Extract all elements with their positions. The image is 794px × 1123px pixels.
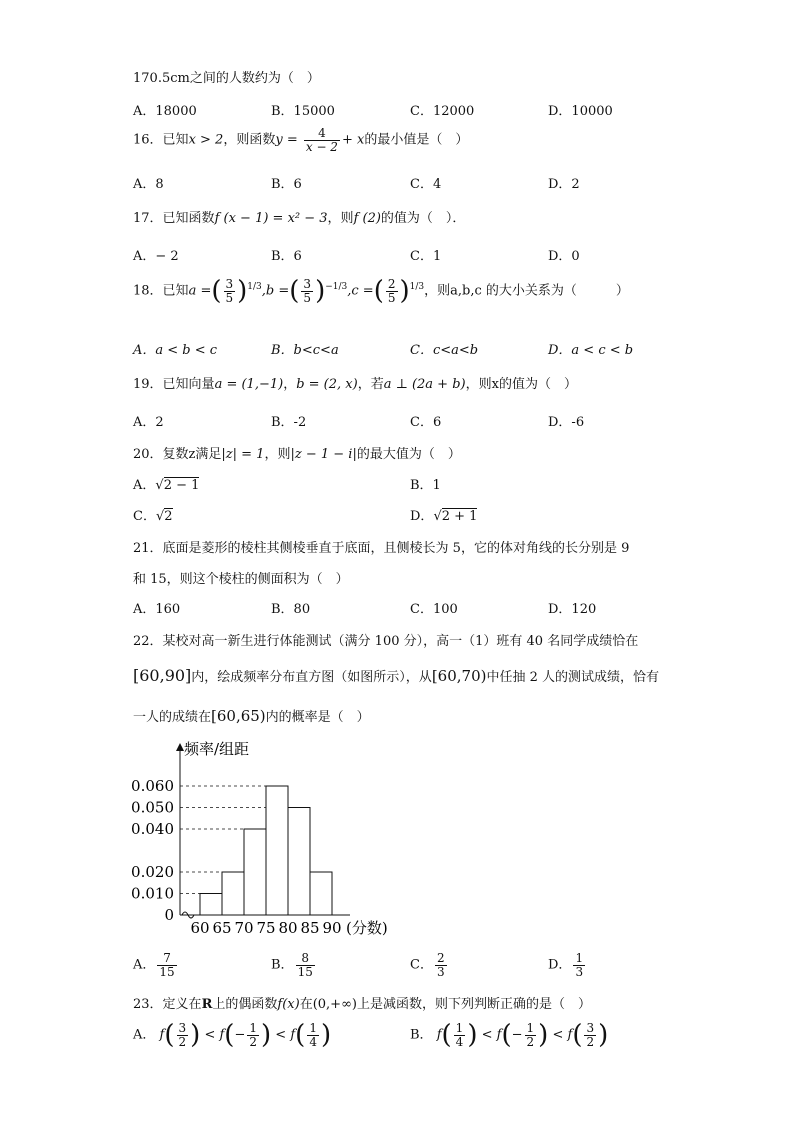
y-tick-label: 0.010	[131, 884, 174, 903]
q21-option-d: D．120	[548, 602, 597, 617]
q15-option-a: A．18000	[133, 104, 197, 119]
q21-option-b: B．80	[271, 602, 311, 617]
q18-option-a: A．a < b < c	[133, 343, 218, 358]
histogram-bar	[222, 872, 244, 915]
q18-option-b: B．b<c<a	[271, 343, 339, 358]
x-tick-label: 85	[300, 919, 320, 937]
q15-option-c: C．12000	[410, 104, 475, 119]
x-tick-label: 80	[278, 919, 298, 937]
x-tick-label: 65	[212, 919, 232, 937]
q21-option-c: C．100	[410, 602, 458, 617]
q16-option-c: C．4	[410, 177, 442, 192]
q16-stem: 16．已知x > 2，则函数y = $\frac{4}{x - 2}$ + x的最小值是（ ）	[133, 126, 469, 154]
q16-option-d: D．2	[548, 177, 580, 192]
q19-option-b: B．-2	[271, 415, 307, 430]
q16-option-b: B．6	[271, 177, 302, 192]
q17-option-b: B．6	[271, 249, 302, 264]
q20-option-a: A．√2 − 1	[133, 478, 200, 493]
q19-option-c: C．6	[410, 415, 442, 430]
q19-option-a: A．2	[133, 415, 164, 430]
y-axis-label: 频率/组距	[184, 740, 250, 758]
q17-option-d: D．0	[548, 249, 580, 264]
y-tick-label: 0.060	[131, 777, 174, 795]
q15-stem: 170.5cm之间的人数约为（ ）	[133, 71, 320, 86]
histogram-bar	[266, 786, 288, 915]
histogram-bar	[200, 894, 222, 916]
y-tick-label: 0.020	[131, 863, 174, 881]
x-tick-label: 70	[234, 919, 254, 937]
q23-stem: 23．定义在R上的偶函数f(x)在(0,+∞)上是减函数，则下列判断正确的是（ ）	[133, 997, 591, 1012]
q20-option-c: C．√2	[133, 509, 173, 524]
q17-stem: 17．已知函数f (x − 1) = x² − 3，则f (2)的值为（ ）．	[133, 211, 466, 226]
q15-option-d: D．10000	[548, 104, 613, 119]
q15-option-b: B．15000	[271, 104, 335, 119]
histogram-bar	[244, 829, 266, 915]
q20-option-d: D．√2 + 1	[410, 509, 478, 524]
frequency-histogram	[128, 732, 408, 947]
histogram-bar	[288, 808, 310, 916]
histogram-bar	[310, 872, 332, 915]
q21-line1: 21．底面是菱形的棱柱其侧棱垂直于底面，且侧棱长为 5，它的体对角线的长分别是 9	[133, 541, 630, 556]
q17-option-c: C．1	[410, 249, 442, 264]
x-tick-label: 60	[190, 919, 210, 937]
q18-option-c: C．c<a<b	[410, 343, 479, 358]
q22-option-d: D． $\frac{1}{3}$	[548, 951, 584, 979]
q22-line2: [60,90]内，绘成频率分布直方图（如图所示），从[60,70)中任抽 2 人的测试成绩，恰有	[133, 666, 660, 685]
q20-stem: 20．复数z满足|z| = 1，则|z − 1 − i|的最大值为（ ）	[133, 447, 461, 462]
q22-option-a: A． $\frac{7}{15}$	[133, 951, 175, 979]
y-tick-label: 0	[164, 906, 174, 924]
q23-option-b: B． f( $\frac{1}{4}$ ) < f(− $\frac{1}{2}$ ) < f( $\frac{3}{2}$ )	[410, 1020, 609, 1050]
y-axis-arrow	[176, 743, 184, 751]
x-axis-label: (分数)	[346, 919, 388, 937]
q21-line2: 和 15，则这个棱柱的侧面积为（ ）	[133, 572, 349, 587]
y-tick-label: 0.040	[131, 820, 174, 838]
q19-option-d: D．-6	[548, 415, 585, 430]
y-tick-label: 0.050	[131, 798, 174, 817]
q18-stem: 18．已知a =( $\frac{3}{5}$ )$^{1/3}$,b =( $\frac{3}{5}$ )$^{-1/3}$,c =( $\frac{2}{5}$ )$^{1/3}$，则a,b,c 的大小关系为（ ）	[133, 276, 629, 306]
q23-option-a: A． f( $\frac{3}{2}$ ) < f(− $\frac{1}{2}$ ) < f( $\frac{1}{4}$ )	[133, 1020, 332, 1050]
q22-option-b: B． $\frac{8}{15}$	[271, 951, 313, 979]
q20-option-b: B．1	[410, 478, 441, 493]
q19-stem: 19．已知向量a = (1,−1)，b = (2, x)，若a ⊥ (2a + b)，则x的值为（ ）	[133, 377, 577, 392]
q16-fraction: $\frac{4}{x - 2}$	[305, 126, 338, 154]
q21-option-a: A．160	[133, 602, 181, 617]
q22-line1: 22．某校对高一新生进行体能测试（满分 100 分），高一（1）班有 40 名同学成绩恰在	[133, 634, 639, 649]
q22-option-c: C． $\frac{2}{3}$	[410, 951, 445, 979]
q22-line3: 一人的成绩在[60,65)内的概率是（ ）	[133, 707, 370, 725]
q18-option-d: D．a < c < b	[548, 343, 634, 358]
x-tick-label: 75	[256, 919, 276, 937]
x-tick-label: 90	[322, 919, 342, 937]
q17-option-a: A．− 2	[133, 249, 179, 264]
q16-option-a: A．8	[133, 177, 164, 192]
